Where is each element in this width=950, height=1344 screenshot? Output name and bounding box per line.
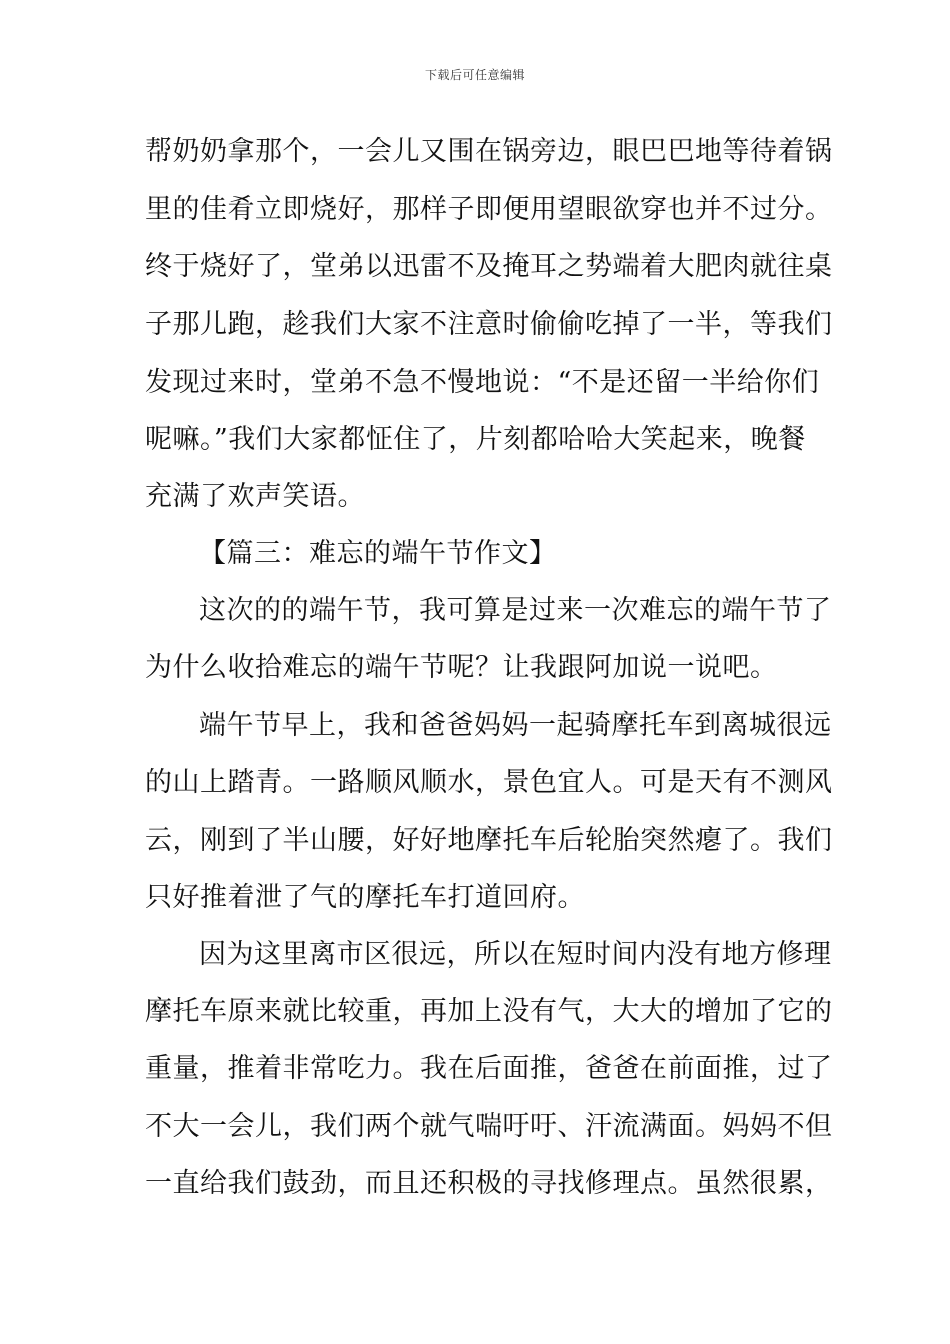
text-line: 这次的的端午节，我可算是过来一次难忘的端午节了	[199, 595, 832, 626]
text-line: 终于烧好了，堂弟以迅雷不及掩耳之势端着大肥肉就往桌	[145, 251, 833, 282]
text-line: 云，刚到了半山腰，好好地摩托车后轮胎突然瘪了。我们	[145, 825, 833, 856]
text-line: 子那儿跑，趁我们大家不注意时偷偷吃掉了一半，等我们	[145, 309, 833, 340]
text-line: 里的佳肴立即烧好，那样子即便用望眼欲穿也并不过分。	[145, 194, 833, 225]
text-line: 端午节早上，我和爸爸妈妈一起骑摩托车到离城很远	[199, 710, 832, 741]
text-line: 充满了欢声笑语。	[145, 481, 365, 512]
text-line: 不大一会儿，我们两个就气喘吁吁、汗流满面。妈妈不但	[145, 1111, 833, 1142]
text-line: 为什么收拾难忘的端午节呢？让我跟阿加说一说吧。	[145, 652, 778, 683]
text-line: 重量，推着非常吃力。我在后面推，爸爸在前面推，过了	[145, 1053, 833, 1084]
text-line: 只好推着泄了气的摩托车打道回府。	[145, 882, 585, 913]
section-heading: 【篇三：难忘的端午节作文】	[199, 538, 557, 569]
text-line: 一直给我们鼓劲，而且还积极的寻找修理点。虽然很累，	[145, 1168, 833, 1199]
text-line: 帮奶奶拿那个，一会儿又围在锅旁边，眼巴巴地等待着锅	[145, 136, 833, 167]
text-line: 摩托车原来就比较重，再加上没有气，大大的增加了它的	[145, 996, 833, 1027]
text-line: 呢嘛。”我们大家都怔住了，片刻都哈哈大笑起来，晚餐	[145, 424, 806, 455]
text-line: 发现过来时，堂弟不急不慢地说：“不是还留一半给你们	[145, 367, 820, 398]
text-line: 因为这里离市区很远，所以在短时间内没有地方修理	[199, 939, 832, 970]
page-header: 下载后可任意编辑	[424, 68, 525, 82]
text-line: 的山上踏青。一路顺风顺水，景色宜人。可是天有不测风	[145, 767, 833, 798]
